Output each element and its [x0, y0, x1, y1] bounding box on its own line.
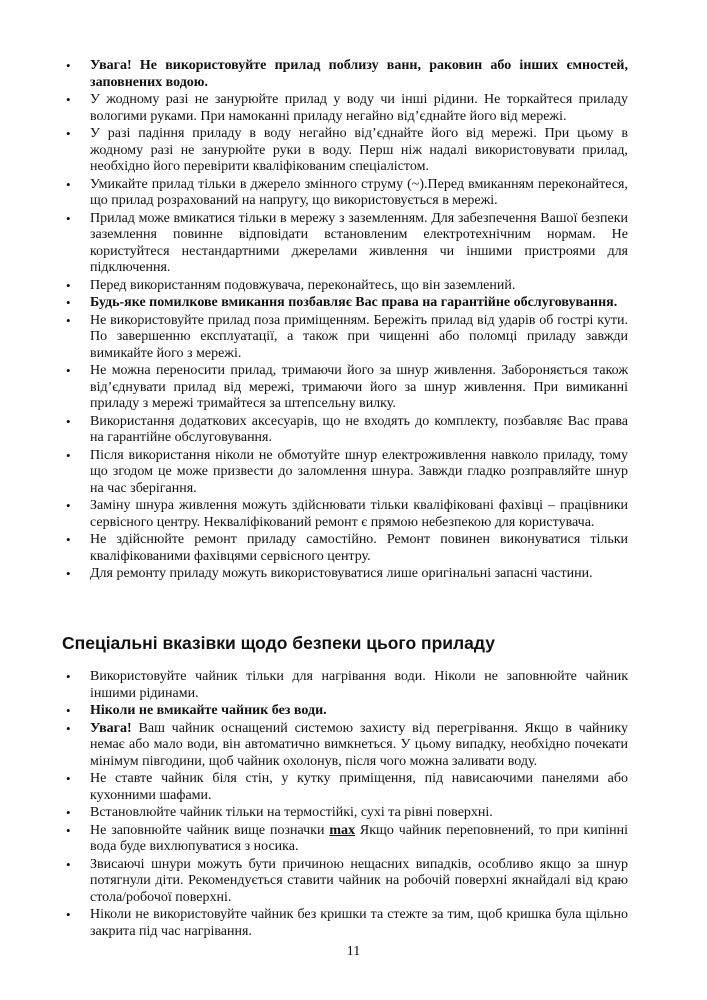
item-text: Використовуйте чайник тільки для нагрівання води. Ніколи не заповнюйте чайник іншими рідинами.	[90, 669, 628, 701]
list-item	[62, 126, 628, 176]
bullet-icon: •	[66, 771, 71, 786]
bullet-icon: •	[66, 92, 71, 107]
bullet-icon: •	[66, 720, 71, 736]
bullet-icon: •	[66, 532, 71, 547]
list-item	[62, 703, 628, 720]
list-item	[62, 532, 628, 565]
list-item	[62, 857, 628, 907]
list-item	[62, 566, 628, 583]
item-text: Якщо чайник переповнений, то при кипінні вода буде вихлюпуватися з носика.	[90, 822, 628, 854]
item-text: Не здійснюйте ремонт приладу самостійно. Ремонт повинен виконуватися тільки кваліфікованими фахівцями сервісного центру.	[90, 532, 628, 564]
item-text: Ніколи не використовуйте чайник без кришки та стежте за тим, щоб кришка була щільно закрита під час нагрівання.	[90, 907, 628, 939]
item-text: Заміну шнура живлення можуть здійснювати тільки кваліфіковані фахівці – працівники сервісного центру. Некваліфікований ремонт є прямою небезпекою для користувача.	[90, 498, 628, 530]
bullet-icon: •	[66, 176, 71, 192]
item-text: Ніколи не вмикайте чайник без води.	[90, 703, 327, 718]
list-item	[62, 295, 628, 312]
bullet-icon: •	[66, 312, 71, 328]
list-item	[62, 58, 628, 91]
item-text: Використання додаткових аксесуарів, що не входять до комплекту, позбавляє Вас права на гарантійне обслуговування.	[90, 413, 628, 445]
list-item	[62, 363, 628, 413]
section-heading: Спеціальні вказівки щодо безпеки цього приладу	[62, 633, 495, 653]
bullet-icon: •	[66, 805, 71, 820]
bullet-icon: •	[66, 277, 71, 293]
item-text: У жодному разі не занурюйте прилад у воду чи інші рідини. Не торкайтеся приладу вологими руками. При намоканні приладу негайно від’єднайте його від мережі.	[90, 92, 628, 124]
bullet-icon: •	[66, 295, 71, 310]
list-item	[62, 498, 628, 531]
item-text: Увага!	[90, 720, 132, 736]
item-text: Для ремонту приладу можуть використовуватися лише оригінальні запасні частини.	[90, 566, 593, 581]
bullet-icon: •	[66, 669, 71, 684]
list-item	[62, 92, 628, 125]
bullet-icon: •	[66, 703, 71, 718]
list-item	[62, 177, 628, 210]
bullet-icon: •	[66, 363, 71, 378]
list-item	[62, 669, 628, 702]
list-item	[62, 278, 628, 295]
item-text: Увага! Не використовуйте прилад поблизу ванн, раковин або інших ємностей, заповнених водою.	[90, 58, 628, 90]
item-text: Умикайте прилад тільки в джерело змінного струму (~).Перед вмиканням переконайтеся, що прилад розрахований на напругу, що використовується в мережі.	[90, 176, 628, 208]
list-item	[62, 907, 628, 940]
page-number: 11	[346, 944, 361, 959]
bullet-icon: •	[66, 413, 71, 429]
item-text: Не заповнюйте чайник вище позначки	[90, 822, 330, 838]
list-item	[62, 448, 628, 498]
bullet-icon: •	[66, 58, 71, 73]
item-text: Перед використанням подовжувача, переконайтесь, що він заземлений.	[90, 277, 516, 293]
item-text: Ваш чайник оснащений системою захисту від перегрівання. Якщо в чайнику немає або мало води, він автоматично вимкнеться. У цьому випадку, необхідно почекати мінімум півгодини, щоб чайник охолонув, після чого можна заливати воду.	[90, 720, 628, 769]
item-text: У разі падіння приладу в воду негайно від’єднайте його від мережі. При цьому в жодному разі не занурюйте руки в воду. Перш ніж надалі використовувати прилад, необхідно його перевірити кваліфікованим спеціалістом.	[90, 126, 628, 174]
item-text: Будь-яке помилкове вмикання позбавляє Вас права на гарантійне обслуговування.	[90, 295, 618, 310]
list-item	[62, 805, 628, 822]
list-item	[62, 721, 628, 771]
item-text: max	[329, 822, 356, 838]
special-instructions-list	[62, 669, 628, 941]
bullet-icon: •	[66, 822, 71, 838]
bullet-icon: •	[66, 210, 71, 226]
bullet-icon: •	[66, 126, 71, 141]
item-text: Звисаючі шнури можуть бути причиною нещасних випадків, особливо якщо за шнур потягнули діти. Рекомендується ставити чайник на робочій поверхні якнайдалі від краю стола/робочої поверхні.	[90, 856, 628, 905]
bullet-icon: •	[66, 907, 71, 922]
bullet-icon: •	[66, 498, 71, 513]
bullet-icon: •	[66, 447, 71, 463]
bullet-icon: •	[66, 856, 71, 872]
bullet-icon: •	[66, 566, 71, 581]
list-item	[62, 211, 628, 277]
list-item	[62, 771, 628, 804]
list-item	[62, 414, 628, 447]
item-text: Встановлюйте чайник тільки на термостійкі, сухі та рівні поверхні.	[90, 805, 493, 820]
safety-instructions-list	[62, 58, 628, 584]
item-text: Не ставте чайник біля стін, у кутку приміщення, під нависаючими панелями або кухонними шафами.	[90, 771, 628, 803]
item-text: Після використання ніколи не обмотуйте шнур електроживлення навколо приладу, тому що згодом це може призвести до заломлення шнура. Завжди гладко розправляйте шнур на час зберігання.	[90, 447, 628, 496]
list-item	[62, 313, 628, 363]
item-text: Не можна переносити прилад, тримаючи його за шнур живлення. Забороняється також від’єднувати прилад від мережі, тримаючи його за шнур живлення. При вимиканні приладу з мережі тримайтеся за штепсельну вилку.	[90, 363, 628, 411]
list-item	[62, 823, 628, 856]
item-text: Не використовуйте прилад поза приміщенням. Бережіть прилад від ударів об гострі кути. По завершенню експлуатації, а також при чищенні або поломці приладу завжди вимикайте його з мережі.	[90, 312, 628, 361]
item-text: Прилад може вмикатися тільки в мережу з заземленням. Для забезпечення Вашої безпеки заземлення повинне відповідати встановленим електротехнічним нормам. Не користуйтеся нестандартними джерелами живлення чи іншими пристроями для підключення.	[90, 210, 628, 275]
